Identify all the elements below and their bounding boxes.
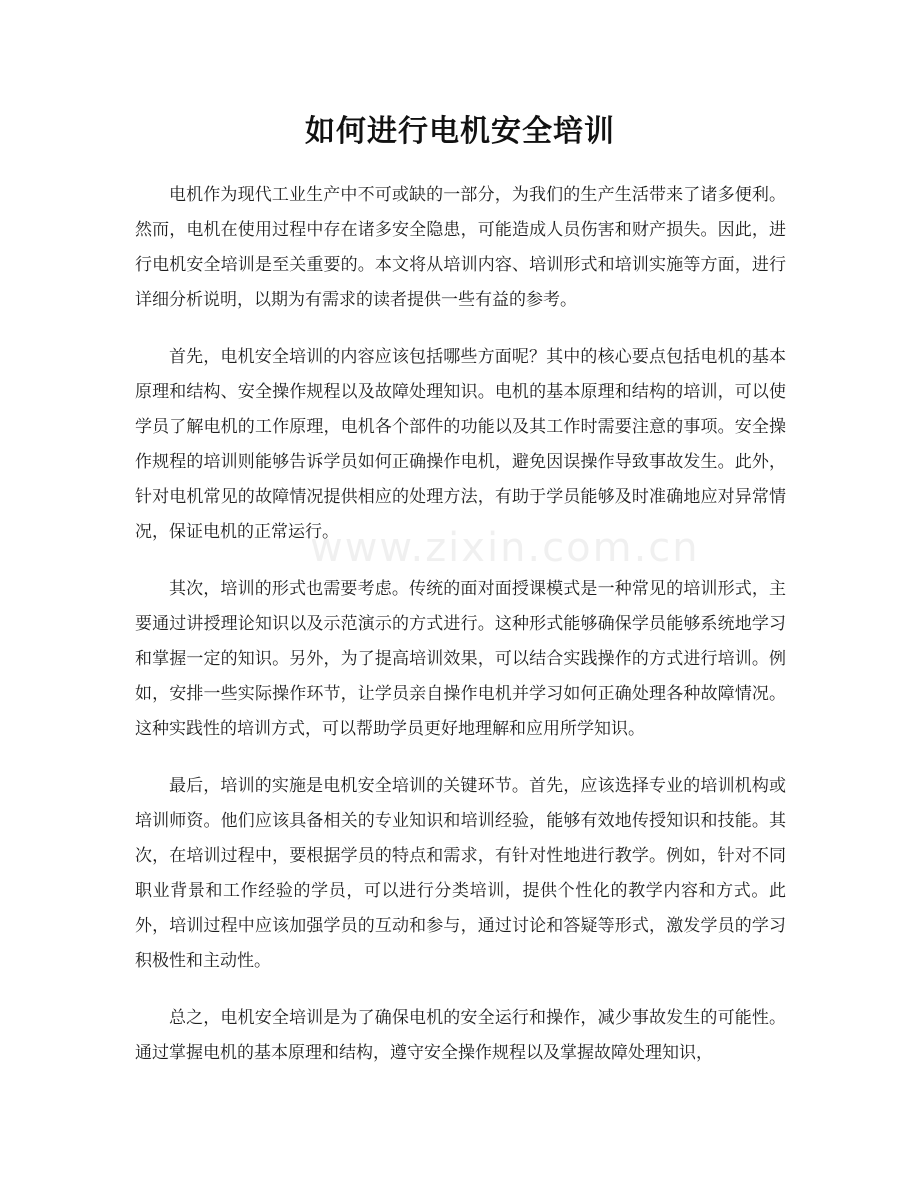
document-body (135, 178, 786, 1093)
paragraph-intro: 电机作为现代工业生产中不可或缺的一部分，为我们的生产生活带来了诸多便利。然而，电机在使用过程中存在诸多安全隐患，可能造成人员伤害和财产损失。因此，进行电机安全培训是至关重要的。本文将从培训内容、培训形式和培训实施等方面，进行详细分析说明，以期为有需求的读者提供一些有益的参考。 (135, 185, 786, 310)
watermark: www.zixin.com.cn (310, 525, 700, 571)
paragraph-format: 其次，培训的形式也需要考虑。传统的面对面授课模式是一种常见的培训形式，主要通过讲授理论知识以及示范演示的方式进行。这种形式能够确保学员能够系统地学习和掌握一定的知识。另外，为了提高培训效果，可以结合实践操作的方式进行培训。例如，安排一些实际操作环节，让学员亲自操作电机并学习如何正确处理各种故障情况。这种实践性的培训方式，可以帮助学员更好地理解和应用所学知识。 (135, 579, 786, 739)
paragraph-implementation: 最后，培训的实施是电机安全培训的关键环节。首先，应该选择专业的培训机构或培训师资。他们应该具备相关的专业知识和培训经验，能够有效地传授知识和技能。其次，在培训过程中，要根据学员的特点和需求，有针对性地进行教学。例如，针对不同职业背景和工作经验的学员，可以进行分类培训，提供个性化的教学内容和方式。此外，培训过程中应该加强学员的互动和参与，通过讨论和答疑等形式，激发学员的学习积极性和主动性。 (135, 776, 786, 971)
paragraph-conclusion: 总之，电机安全培训是为了确保电机的安全运行和操作，减少事故发生的可能性。通过掌握电机的基本原理和结构，遵守安全操作规程以及掌握故障处理知识， (135, 1008, 786, 1063)
page-title: 如何进行电机安全培训 (305, 114, 615, 149)
paragraph-content: 首先，电机安全培训的内容应该包括哪些方面呢？其中的核心要点包括电机的基本原理和结构、安全操作规程以及故障处理知识。电机的基本原理和结构的培训，可以使学员了解电机的工作原理，电机各个部件的功能以及其工作时需要注意的事项。安全操作规程的培训则能够告诉学员如何正确操作电机，避免因误操作导致事故发生。此外，针对电机常见的故障情况提供相应的处理方法，有助于学员能够及时准确地应对异常情况，保证电机的正常运行。 (135, 347, 786, 542)
